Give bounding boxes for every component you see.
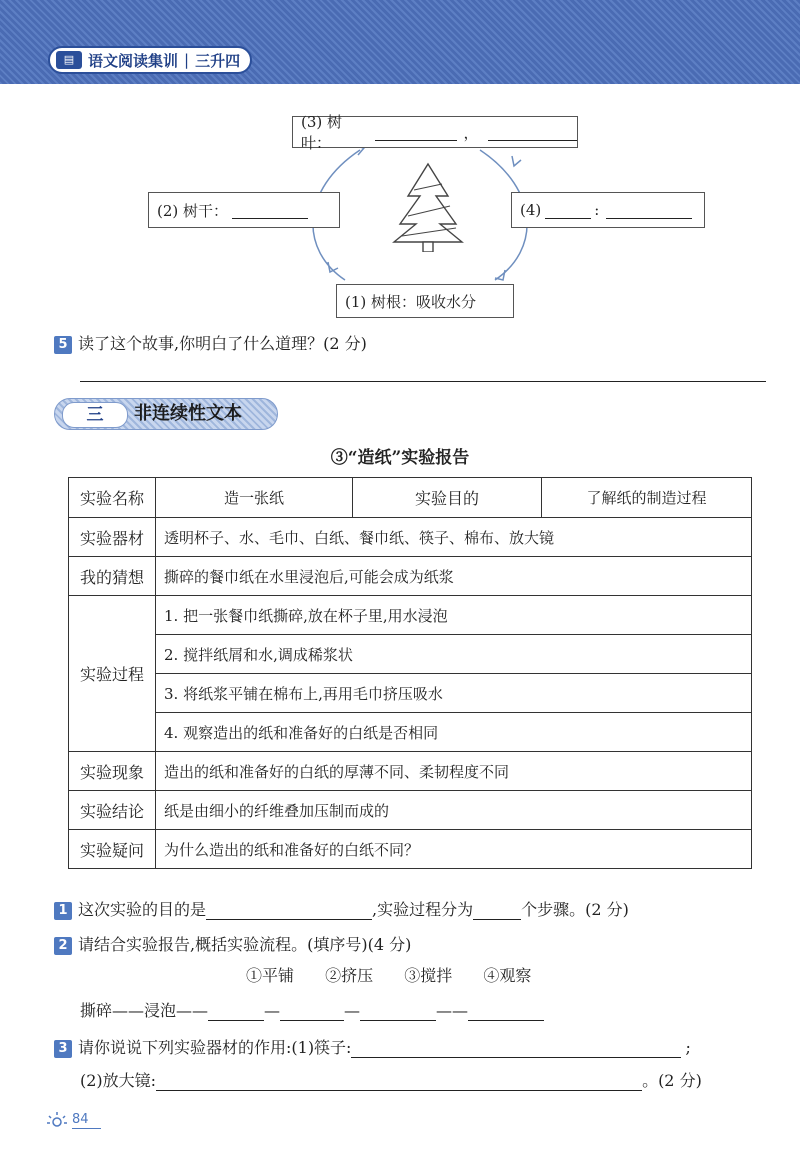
option-item: ③搅拌: [404, 966, 453, 985]
flow-blank-2[interactable]: [280, 1002, 344, 1021]
header-cell: 实验疑问: [69, 830, 156, 869]
leaves-blank-1[interactable]: [375, 124, 458, 141]
q3-blank-chopsticks[interactable]: [351, 1039, 681, 1058]
value-cell: 造出的纸和准备好的白纸的厚薄不同、柔韧程度不同: [156, 752, 752, 791]
q2-flow: 撕碎——浸泡—— — — ——: [80, 998, 544, 1021]
fourth-blank-1[interactable]: [545, 202, 591, 219]
option-item: ④观察: [483, 966, 532, 985]
book-icon: ▤: [56, 51, 82, 69]
footer-page: [46, 1110, 101, 1130]
header-separator: |: [184, 51, 190, 69]
step-cell: 4. 观察造出的纸和准备好的白纸是否相同: [156, 713, 752, 752]
diagram-box-roots: (1) 树根：吸收水分: [336, 284, 514, 318]
value-cell: 撕碎的餐巾纸在水里浸泡后,可能会成为纸浆: [156, 557, 752, 596]
q3-blank-magnifier[interactable]: [156, 1072, 642, 1091]
fourth-blank-2[interactable]: [606, 202, 692, 219]
table-row: [69, 674, 752, 713]
header-cell: 实验过程: [69, 596, 156, 752]
question-number-2: 2: [54, 937, 72, 955]
flow-blank-3[interactable]: [360, 1002, 436, 1021]
value-cell: 为什么造出的纸和准备好的白纸不同？: [156, 830, 752, 869]
experiment-report-table: [68, 477, 752, 869]
table-row: [69, 518, 752, 557]
option-item: ①平铺: [246, 966, 295, 985]
q3-line-2: (2)放大镜: 。(2 分): [80, 1071, 702, 1090]
diagram-box-trunk: (2) 树干：: [148, 192, 340, 228]
header-title-pill: [48, 46, 252, 74]
question-number-5: 5: [54, 336, 72, 354]
section-title: 非连续性文本: [134, 403, 242, 424]
leaves-blank-2[interactable]: [488, 124, 577, 141]
step-cell: 2. 搅拌纸屑和水,调成稀浆状: [156, 635, 752, 674]
flow-blank-1[interactable]: [208, 1002, 264, 1021]
q1-blank-purpose[interactable]: [206, 901, 372, 920]
section-number: 三: [62, 402, 128, 428]
sun-icon: [46, 1110, 68, 1130]
option-item: ②挤压: [325, 966, 374, 985]
report-title: ③“造纸”实验报告: [330, 448, 470, 468]
header-cell: 实验结论: [69, 791, 156, 830]
table-row: [69, 557, 752, 596]
value-cell: 透明杯子、水、毛巾、白纸、餐巾纸、筷子、棉布、放大镜: [156, 518, 752, 557]
question-3: 3 请你说说下列实验器材的作用:(1)筷子: ;: [54, 1035, 691, 1058]
header-cell: 实验现象: [69, 752, 156, 791]
tree-icon: [390, 160, 466, 252]
diagram-box-fourth: (4) :: [511, 192, 705, 228]
question-number-3: 3: [54, 1040, 72, 1058]
table-row: [69, 596, 752, 635]
table-row: [69, 791, 752, 830]
table-row: [69, 752, 752, 791]
step-cell: 1. 把一张餐巾纸撕碎,放在杯子里,用水浸泡: [156, 596, 752, 635]
header-cell: 实验目的: [353, 478, 542, 518]
table-row: [69, 478, 752, 518]
answer-line-q5[interactable]: [80, 381, 766, 382]
header-cell: 实验名称: [69, 478, 156, 518]
value-cell: 造一张纸: [156, 478, 353, 518]
question-number-1: 1: [54, 902, 72, 920]
trunk-blank[interactable]: [232, 202, 308, 219]
question-5: 5 读了这个故事,你明白了什么道理？(2 分): [54, 331, 367, 354]
series-title: 语文阅读集训: [88, 51, 179, 70]
step-cell: 3. 将纸浆平铺在棉布上,再用毛巾挤压吸水: [156, 674, 752, 713]
q2-options: [246, 963, 531, 986]
table-row: [69, 713, 752, 752]
question-1: 1 这次实验的目的是 ,实验过程分为 个步骤。(2 分): [54, 897, 629, 920]
header-cell: 我的猜想: [69, 557, 156, 596]
q1-blank-steps[interactable]: [473, 901, 521, 920]
diagram-box-leaves: (3) 树叶： ，: [292, 116, 578, 148]
page-number: 84: [72, 1112, 101, 1129]
value-cell: 了解纸的制造过程: [542, 478, 752, 518]
flow-blank-4[interactable]: [468, 1002, 544, 1021]
header-cell: 实验器材: [69, 518, 156, 557]
table-row: [69, 635, 752, 674]
table-row: [69, 830, 752, 869]
grade-label: 三升四: [195, 51, 241, 70]
question-2: 2 请结合实验报告,概括实验流程。(填序号)(4 分): [54, 932, 411, 955]
value-cell: 纸是由细小的纤维叠加压制而成的: [156, 791, 752, 830]
